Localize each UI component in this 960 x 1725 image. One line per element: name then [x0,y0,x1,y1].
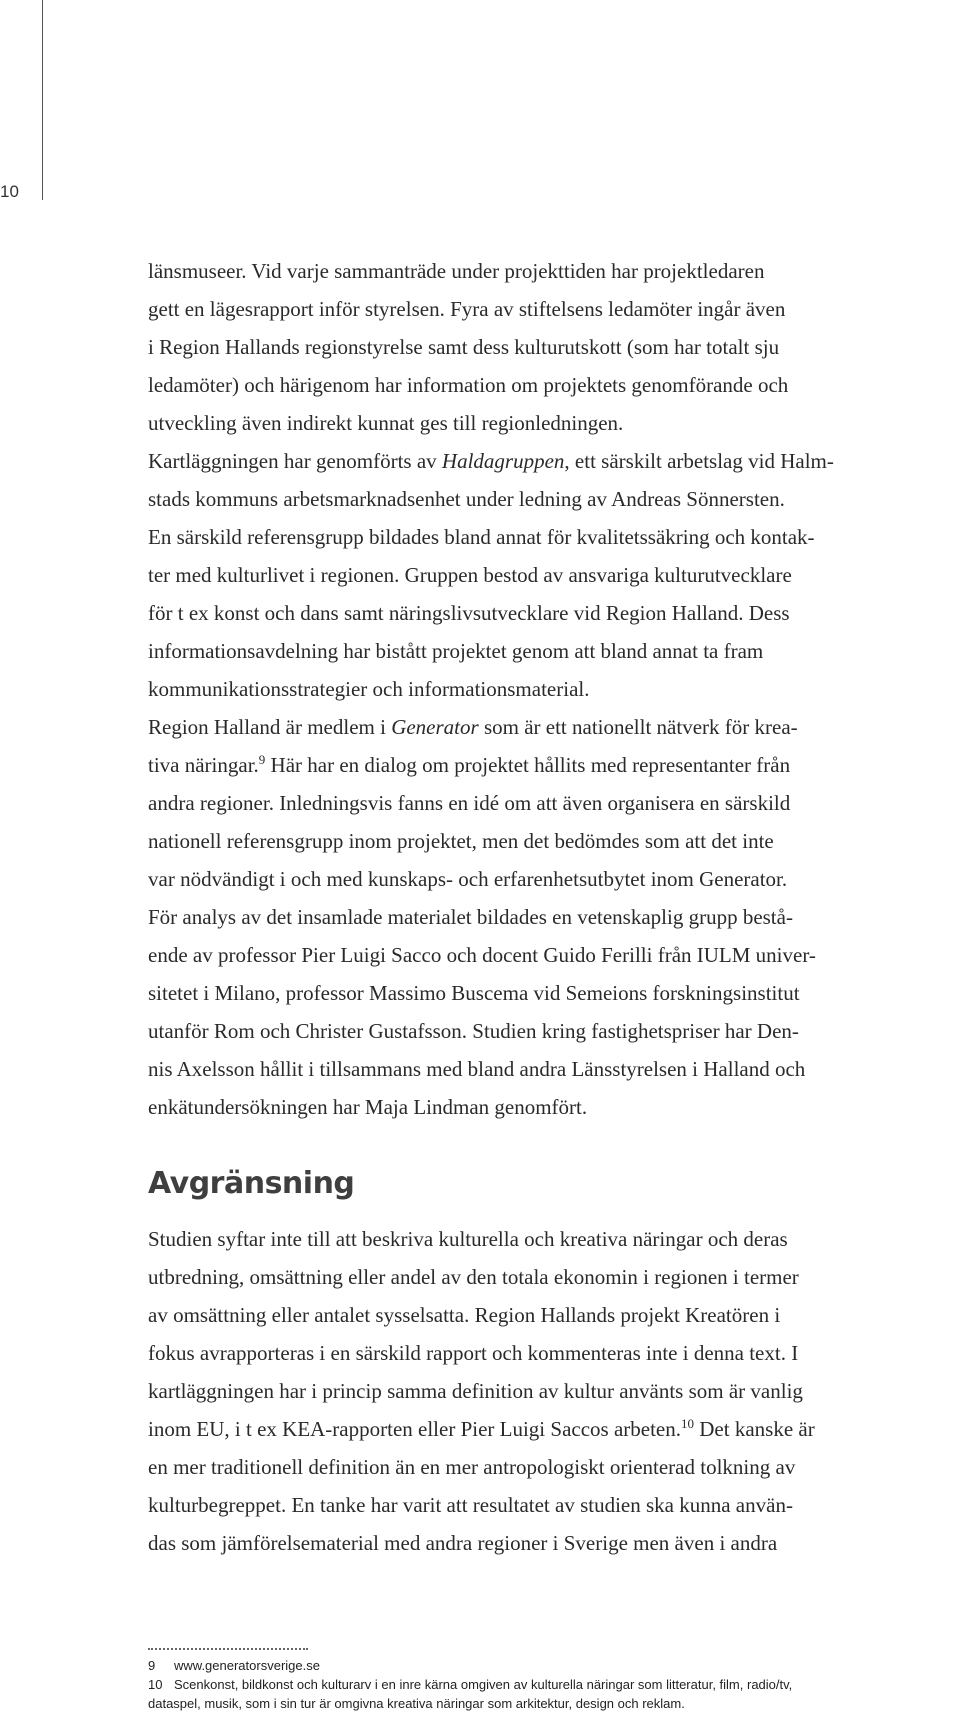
footnote-text: www.generatorsverige.se [174,1658,320,1673]
footnote-9 [148,1656,960,1675]
footnote-text: Scenkonst, bildkonst och kulturarv i en inre kärna omgiven av kulturella näringar som litteratur, film, radio/tv, [174,1677,793,1692]
emphasis-generator: Generator [391,715,479,739]
text-line: nationell referensgrupp inom projektet, men det bedömdes som att det inte [148,829,774,853]
text-line: ledamöter) och härigenom har information om projektets genomförande och [148,373,789,397]
body-text [148,252,960,1126]
text-line: en mer traditionell definition än en mer antropologiskt orienterad tolkning av [148,1455,796,1479]
text-run: Kartläggningen har genomförts av [148,449,442,473]
text-line: för t ex konst och dans samt näringslivsutvecklare vid Region Halland. Dess [148,601,790,625]
text-run: tiva näringar. [148,753,259,777]
text-line: utbredning, omsättning eller andel av den totala ekonomin i regionen i termer [148,1265,799,1289]
text-line: Studien syftar inte till att beskriva kulturella och kreativa näringar och deras [148,1227,788,1251]
text-run: , ett särskilt arbetslag vid Halm- [564,449,834,473]
text-line: utanför Rom och Christer Gustafsson. Studien kring fastighetspriser har Den- [148,1019,799,1043]
text-line [148,746,960,784]
text-line: i Region Hallands regionstyrelse samt dess kulturutskott (som har totalt sju [148,335,780,359]
text-line: enkätundersökningen har Maja Lindman genomfört. [148,1095,588,1119]
footnote-number: 9 [148,1658,156,1673]
text-line: kommunikationsstrategier och informationsmaterial. [148,677,590,701]
text-line: kulturbegreppet. En tanke har varit att resultatet av studien ska kunna använ- [148,1493,793,1517]
page-number: 10 [0,182,19,201]
footnote-ref-9: 9 [258,752,266,767]
text-line: fokus avrapporteras i en särskild rapport och kommenteras inte i denna text. I [148,1341,799,1365]
footnotes [148,1656,960,1713]
text-line [148,708,960,746]
section-heading: Avgränsning [148,1166,355,1201]
text-line: var nödvändigt i och med kunskaps- och erfarenhetsutbytet inom Generator. [148,867,788,891]
text-line: sitetet i Milano, professor Massimo Buscema vid Semeions forskningsinstitut [148,981,800,1005]
text-line: utveckling även indirekt kunnat ges till regionledningen. [148,411,624,435]
text-line: kartläggningen har i princip samma definition av kultur använts som är vanlig [148,1379,803,1403]
text-line: gett en lägesrapport inför styrelsen. Fyra av stiftelsens ledamöter ingår även [148,297,786,321]
text-line: För analys av det insamlade materialet bildades en vetenskaplig grupp bestå- [148,905,793,929]
emphasis-haldagruppen: Haldagruppen [441,449,565,473]
text-run: Här har en dialog om projektet hållits med representanter från [265,753,791,777]
text-run: Det kanske är [694,1417,815,1441]
footnote-10 [148,1675,960,1694]
text-line: stads kommuns arbetsmarknadsenhet under ledning av Andreas Sönnersten. [148,487,785,511]
text-run: inom EU, i t ex KEA-rapporten eller Pier Luigi Saccos arbeten. [148,1417,681,1441]
text-line: ter med kulturlivet i regionen. Gruppen bestod av ansvariga kulturutvecklare [148,563,792,587]
section-text [148,1220,960,1562]
footnote-separator [148,1648,308,1650]
text-line: ende av professor Pier Luigi Sacco och docent Guido Ferilli från IULM univer- [148,943,816,967]
page-margin-rule [42,0,43,200]
text-line [148,1410,960,1448]
text-line [148,442,960,480]
footnote-10-continuation: dataspel, musik, som i sin tur är omgivna kreativa näringar som arkitektur, design och reklam. [148,1696,685,1711]
text-run: som är ett nationellt nätverk för krea- [478,715,798,739]
text-line: av omsättning eller antalet sysselsatta. Region Hallands projekt Kreatören i [148,1303,781,1327]
text-line: länsmuseer. Vid varje sammanträde under projekttiden har projektledaren [148,259,765,283]
text-line: informationsavdelning har bistått projektet genom att bland annat ta fram [148,639,764,663]
text-line: andra regioner. Inledningsvis fanns en idé om att även organisera en särskild [148,791,791,815]
text-line: das som jämförelsematerial med andra regioner i Sverige men även i andra [148,1531,778,1555]
text-line: nis Axelsson hållit i tillsammans med bland andra Länsstyrelsen i Halland och [148,1057,806,1081]
text-run: Region Halland är medlem i [148,715,392,739]
footnote-number: 10 [148,1677,163,1692]
text-line: En särskild referensgrupp bildades bland annat för kvalitetssäkring och kontak- [148,525,815,549]
footnote-ref-10: 10 [681,1416,694,1431]
